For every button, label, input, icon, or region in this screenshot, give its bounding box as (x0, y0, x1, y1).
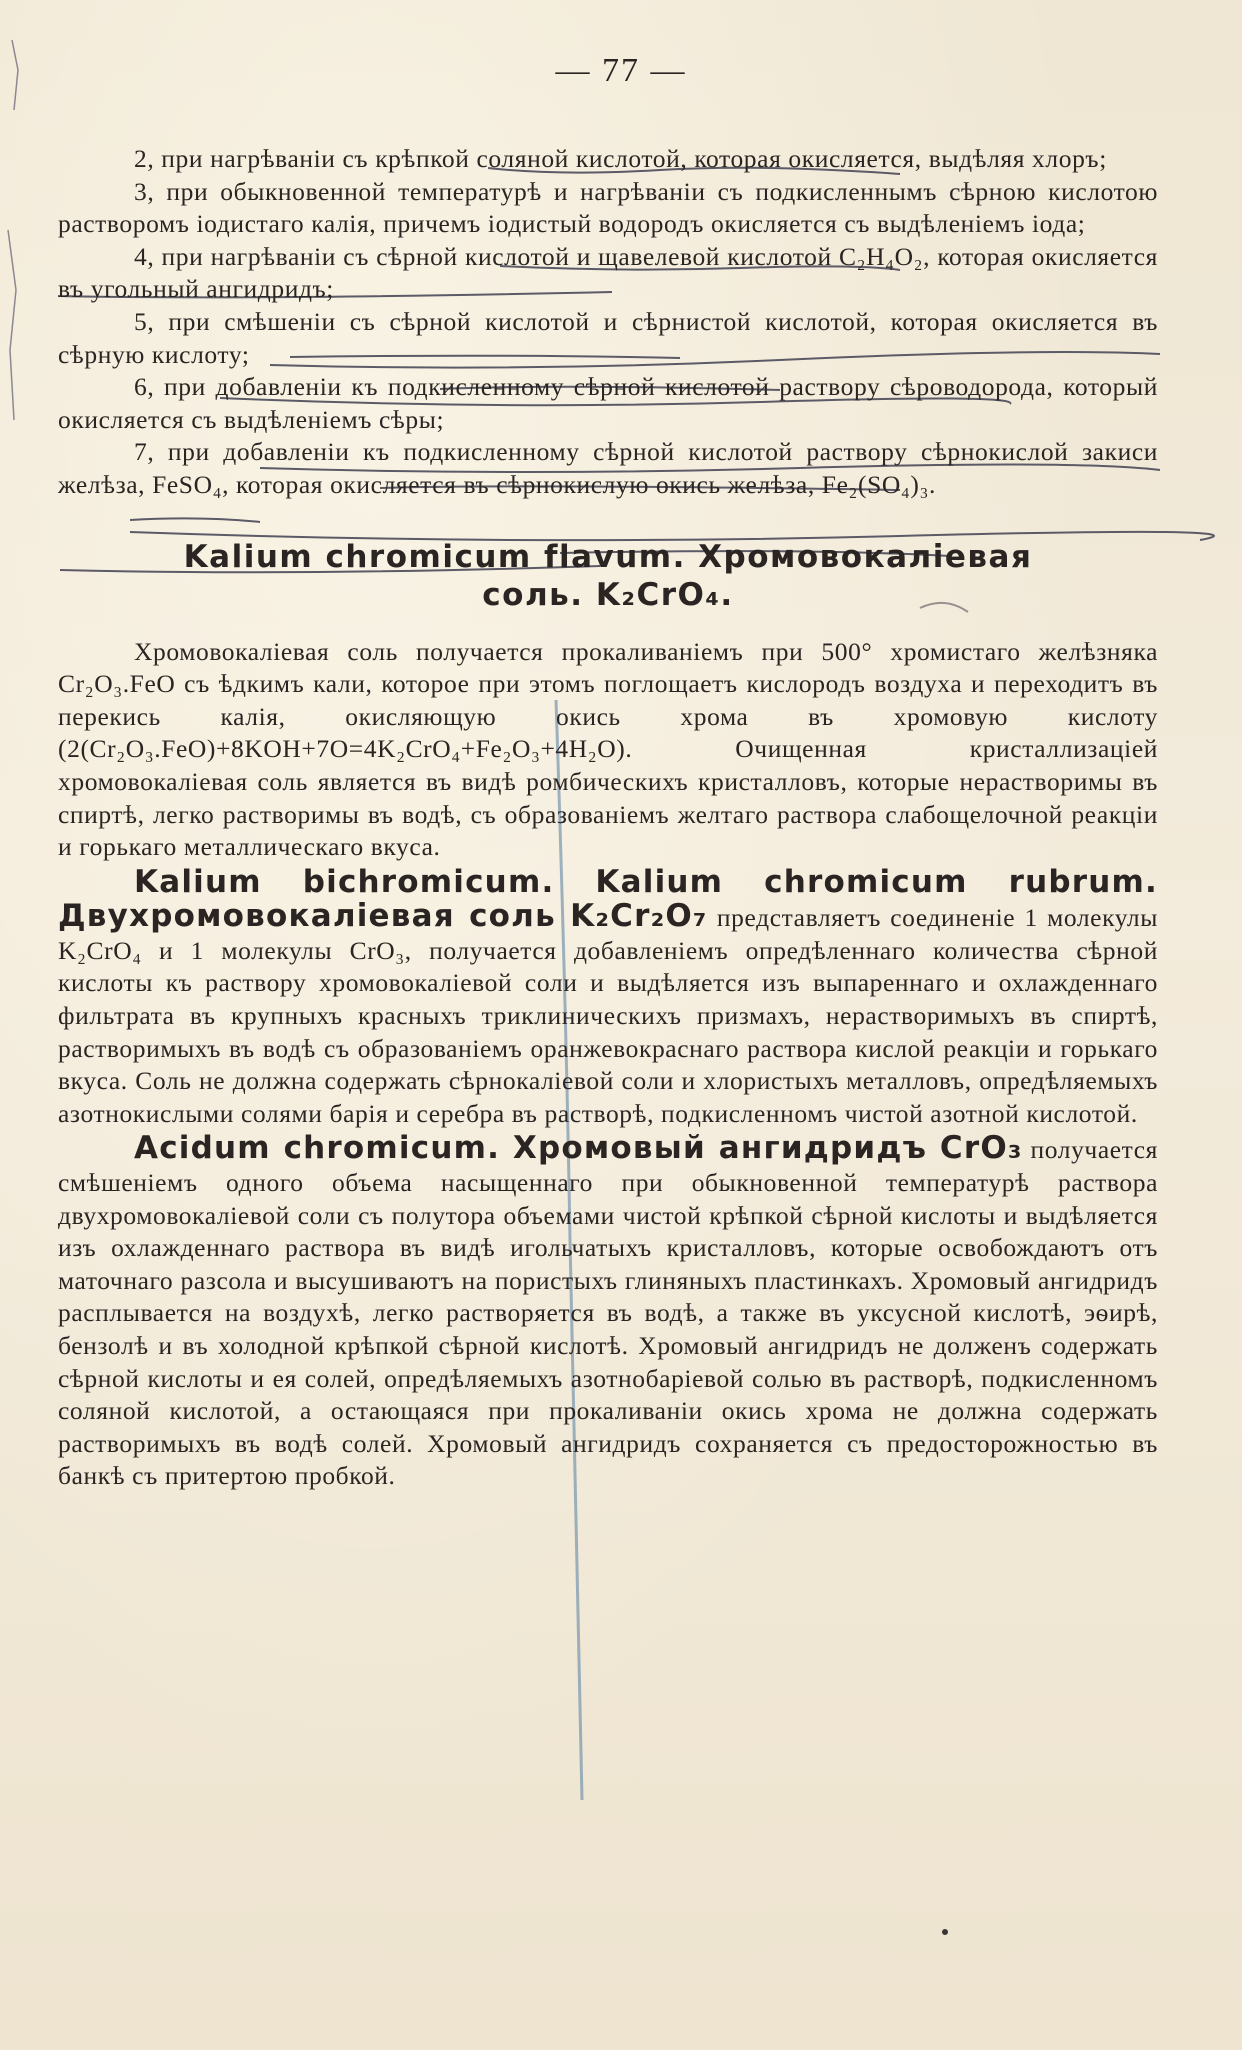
list-item: 2, при нагрѣваніи съ крѣпкой соляной кислотой, которая окисляется, выдѣляя хлоръ; (134, 144, 1107, 173)
section-heading: Kalium bichromicum. Kalium chromicum rubrum. Двухромовокаліевая соль K₂Cr₂O₇ (58, 863, 1158, 935)
section-heading: Kalium chromicum flavum. Хромовокаліевая (183, 538, 1033, 575)
list-item: 7, при добавленіи къ подкисленному сѣрной кислотой раствору сѣрнокислой закиси желѣза, FeSO₄, которая окисляется въ сѣрнокислую окись желѣза, Fe₂(SO₄)₃. (58, 437, 1158, 499)
section-heading: Acidum chromicum. Хромовый ангидридъ CrO₃ (134, 1130, 1023, 1167)
ink-dot (942, 1929, 948, 1935)
section-heading: соль. K₂CrO₄. (482, 576, 734, 613)
section-kalium-chromicum-flavum (58, 538, 1158, 864)
page-body (58, 143, 1158, 1493)
list-item: 6, при добавленіи къ подкисленному сѣрной кислотой раствору сѣроводорода, который окисляется съ выдѣленіемъ сѣры; (58, 372, 1158, 434)
section-paragraph (58, 1132, 1158, 1493)
list-item: 4, при нагрѣваніи съ сѣрной кислотой и щавелевой кислотой C₂H₄O₂, которая окисляется въ угольный ангидридъ; (58, 241, 1158, 304)
list-item: 5, при смѣшеніи съ сѣрной кислотой и сѣрнистой кислотой, которая окисляется въ сѣрную кислоту; (58, 306, 1158, 369)
section-kalium-bichromicum (58, 863, 1158, 1131)
section-paragraph (58, 863, 1158, 1131)
section-body: представляетъ соединеніе 1 молекулы K₂CrO₄ и 1 молекулы CrO₃, получается добавленіемъ опредѣленнаго количества сѣрной кислоты къ раствору хромовокаліевой соли и выдѣляется изъ выпареннаго и охлажденнаго фильтрата въ крупныхъ красныхъ триклиническихъ призмахъ, нерастворимыхъ въ спиртѣ, растворимыхъ въ водѣ съ образованіемъ оранжевокраснаго раствора кислой реакціи и горькаго вкуса. Соль не должна содержать сѣрнокаліевой соли и хлористыхъ металловъ, опредѣляемыхъ азотнокислыми солями барія и серебра въ растворѣ, подкисленномъ чистой азотной кислотой. (58, 903, 1158, 1128)
section-acidum-chromicum (58, 1132, 1158, 1493)
margin-mark (8, 230, 16, 420)
list-item: 3, при обыкновенной температурѣ и нагрѣваніи съ подкисленнымъ сѣрною кислотою растворомъ іодистаго калія, причемъ іодистый водородъ окисляется съ выдѣленіемъ іода; (58, 176, 1158, 239)
section-body: Хромовокаліевая соль получается прокаливаніемъ при 500° хромистаго желѣзняка Cr₂O₃.FeO съ ѣдкимъ кали, которое при этомъ поглощаетъ кислородъ воздуха и переходитъ въ перекись калія, окисляющую окись хрома въ хромовую кислоту (2(Cr₂O₃.FeO)+8KOH+7O=4K₂CrO₄+Fe₂O₃+4H₂O). Очищенная кристаллизаціей хромовокаліевая соль является въ видѣ ромбическихъ кристалловъ, которые нерастворимы въ спиртѣ, легко растворимы въ водѣ, съ образованіемъ желтаго раствора слабощелочной реакціи и горькаго металлическаго вкуса. (58, 636, 1158, 862)
oxidation-list (58, 143, 1158, 502)
section-body: получается смѣшеніемъ одного объема насыщеннаго при обыкновенной температурѣ раствора двухромовокаліевой соли съ полутора объемами чистой крѣпкой сѣрной кислоты и выдѣляется изъ охлажденнаго раствора въ видѣ игольчатыхъ кристалловъ, которые освобождаютъ отъ маточнаго разсола и высушиваютъ на пористыхъ глиняныхъ пластинкахъ. Хромовый ангидридъ расплывается на воздухѣ, легко растворяется въ водѣ, а также въ уксусной кислотѣ, эѳирѣ, бензолѣ и въ холодной крѣпкой сѣрной кислотѣ. Хромовый ангидридъ не долженъ содержать сѣрной кислоты и ея солей, опредѣляемыхъ азотнобаріевой солью въ растворѣ, подкисленномъ соляной кислотой, а остающаяся при прокаливаніи окись хрома не должна содержать растворимыхъ въ водѣ солей. Хромовый ангидридъ сохраняется съ предосторожностью въ банкѣ съ притертою пробкой. (58, 1135, 1158, 1491)
page-number: — 77 — (555, 52, 687, 89)
